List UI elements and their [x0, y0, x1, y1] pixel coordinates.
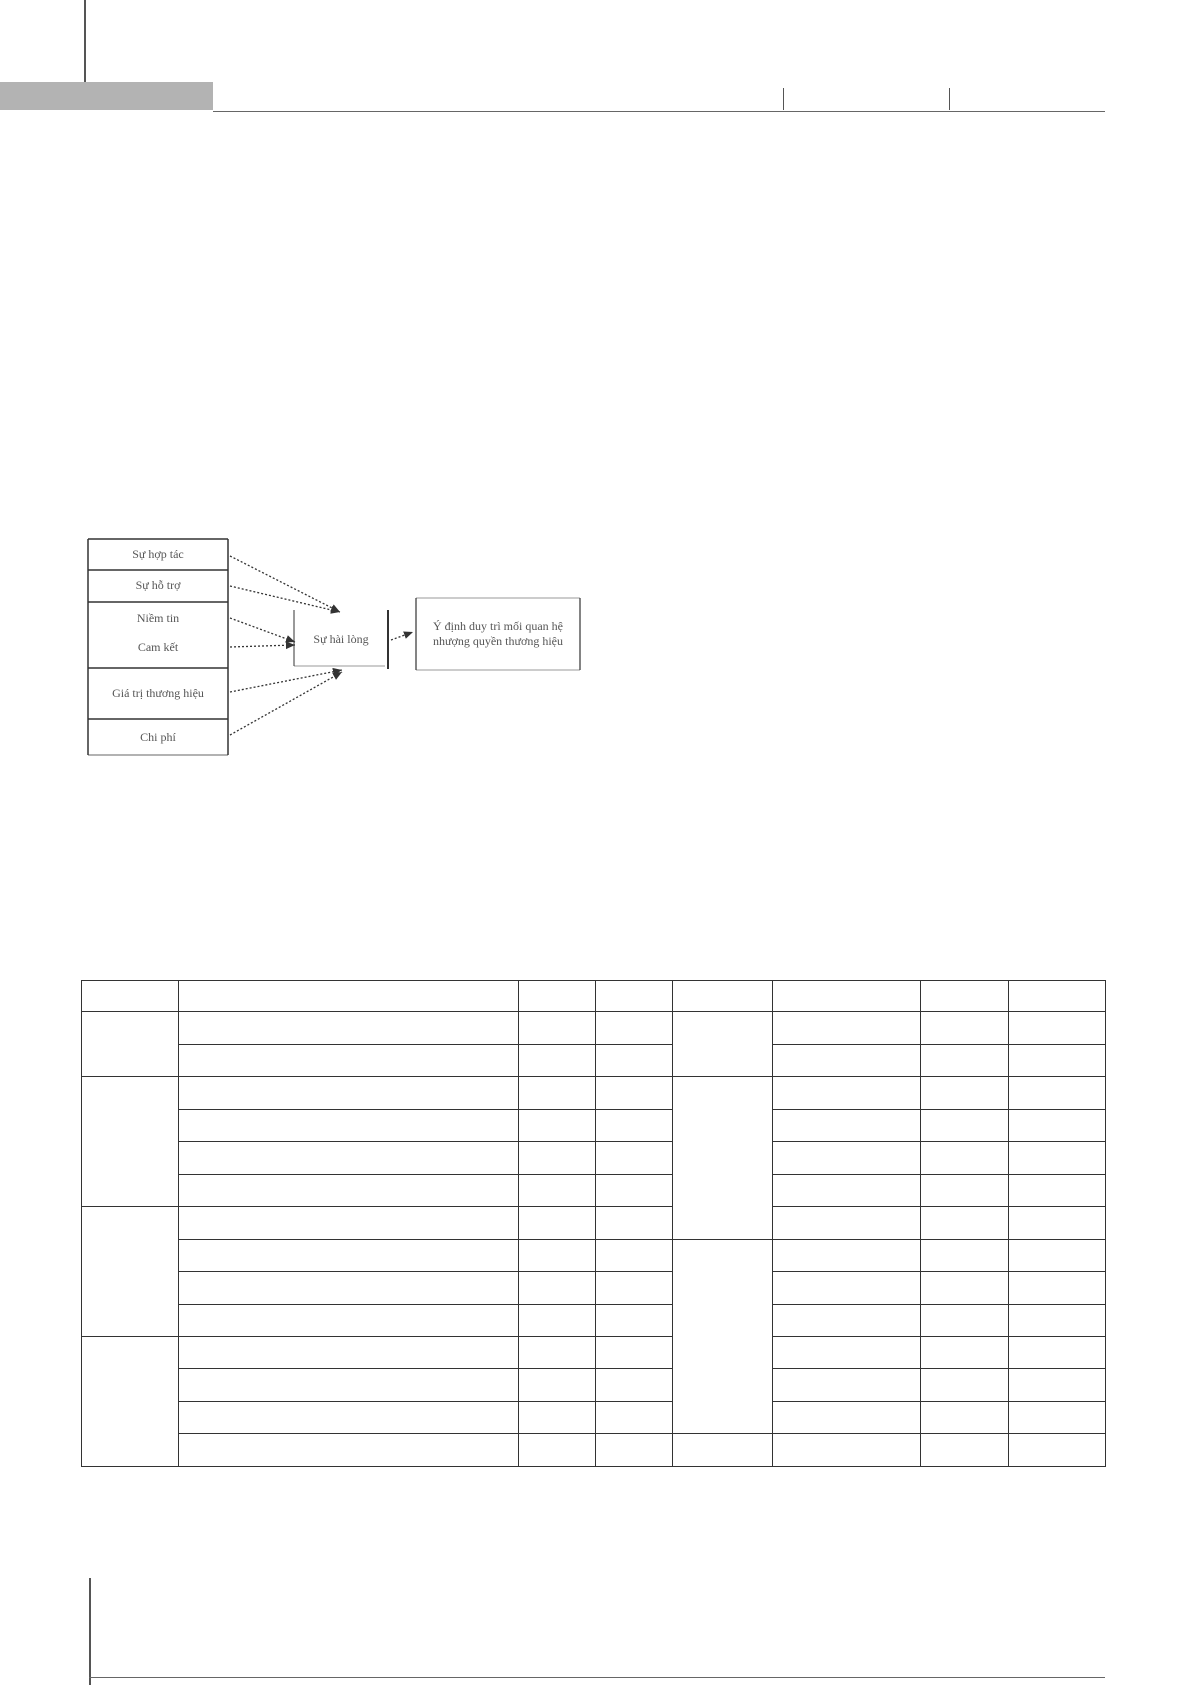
table-cell	[773, 1401, 921, 1433]
research-model-figure	[80, 530, 600, 760]
table-cell	[519, 1012, 596, 1044]
table-cell	[921, 1401, 1009, 1433]
table-cell	[179, 1077, 519, 1109]
table-cell	[519, 1401, 596, 1433]
table-cell	[596, 1336, 673, 1368]
table-cell	[596, 1434, 673, 1467]
factor-label-commitment: Cam kết	[137, 640, 179, 654]
table-cell	[596, 1077, 673, 1109]
table-cell	[921, 1044, 1009, 1076]
table-cell	[921, 1336, 1009, 1368]
table-cell	[773, 1304, 921, 1336]
table-cell	[773, 1207, 921, 1239]
table-cell	[179, 1239, 519, 1271]
table-cell	[519, 1239, 596, 1271]
table-cell	[773, 1077, 921, 1109]
header-cell	[921, 981, 1009, 1012]
table-cell	[773, 1239, 921, 1271]
header-cell	[673, 981, 773, 1012]
table-cell	[773, 1336, 921, 1368]
header-cell	[82, 981, 179, 1012]
table-cell	[519, 1207, 596, 1239]
mediator-label: Sự hài lòng	[313, 632, 369, 646]
table-cell	[179, 1012, 519, 1044]
table-cell	[596, 1207, 673, 1239]
table-cell	[1009, 1369, 1106, 1401]
table-row	[82, 1174, 1106, 1206]
table-cell	[921, 1207, 1009, 1239]
header-cell	[519, 981, 596, 1012]
table-row	[82, 1012, 1106, 1044]
table-cell	[1009, 1109, 1106, 1141]
table-cell	[519, 1044, 596, 1076]
table-cell	[921, 1239, 1009, 1271]
factor-label-cost: Chi phí	[140, 730, 176, 744]
table-cell	[519, 1336, 596, 1368]
table-cell	[179, 1369, 519, 1401]
table-cell	[179, 1304, 519, 1336]
footer-rule	[89, 1677, 1105, 1678]
table-cell	[921, 1012, 1009, 1044]
table-cell	[596, 1369, 673, 1401]
header-tick	[949, 88, 950, 110]
table-cell	[519, 1304, 596, 1336]
merged-cell	[673, 1077, 773, 1239]
table-cell	[179, 1142, 519, 1174]
table-cell	[519, 1077, 596, 1109]
table-row	[82, 1239, 1106, 1271]
table-cell	[179, 1434, 519, 1467]
group-cell	[82, 1077, 179, 1207]
table-cell	[1009, 1044, 1106, 1076]
results-table	[81, 980, 1106, 1467]
table-cell	[921, 1109, 1009, 1141]
table-cell	[921, 1142, 1009, 1174]
table-cell	[1009, 1142, 1106, 1174]
header-rule	[213, 111, 1105, 112]
table-cell	[519, 1369, 596, 1401]
table-cell	[179, 1174, 519, 1206]
table-cell	[773, 1434, 921, 1467]
table-cell	[519, 1109, 596, 1141]
table-cell	[179, 1044, 519, 1076]
table-cell	[921, 1434, 1009, 1467]
table-cell	[1009, 1336, 1106, 1368]
table-row	[82, 1369, 1106, 1401]
table-cell	[1009, 1304, 1106, 1336]
table-cell	[773, 1044, 921, 1076]
table-row	[82, 1142, 1106, 1174]
table-cell	[596, 1401, 673, 1433]
header-cell	[596, 981, 673, 1012]
outcome-label: Ý định duy trì mối quan hệ nhượng quyền thương hiệu	[432, 619, 564, 648]
table-cell	[519, 1174, 596, 1206]
table-row	[82, 1272, 1106, 1304]
group-cell	[82, 1207, 179, 1337]
factor-label-support: Sự hỗ trợ	[135, 578, 181, 592]
table-cell	[596, 1012, 673, 1044]
group-cell	[82, 1336, 179, 1466]
table-row	[82, 1044, 1106, 1076]
table-cell	[773, 1174, 921, 1206]
table-row	[82, 1077, 1106, 1109]
table-cell	[773, 1272, 921, 1304]
merged-cell	[673, 1239, 773, 1434]
table-cell	[1009, 1401, 1106, 1433]
header-cell	[179, 981, 519, 1012]
table-cell	[179, 1401, 519, 1433]
table-cell	[1009, 1012, 1106, 1044]
header-tick	[783, 88, 784, 110]
table-cell	[1009, 1272, 1106, 1304]
table-row	[82, 1434, 1106, 1467]
table-row	[82, 1336, 1106, 1368]
table-cell	[179, 1207, 519, 1239]
table-cell	[1009, 1207, 1106, 1239]
table-cell	[921, 1272, 1009, 1304]
footer-vertical-rule	[89, 1578, 91, 1685]
table-row	[82, 1304, 1106, 1336]
table-cell	[596, 1272, 673, 1304]
table-cell	[596, 1142, 673, 1174]
factor-label-brand-value: Giá trị thương hiệu	[112, 686, 204, 700]
table-cell	[596, 1174, 673, 1206]
table-cell	[179, 1272, 519, 1304]
header-cell	[773, 981, 921, 1012]
merged-cell	[673, 1012, 773, 1077]
table-cell	[596, 1109, 673, 1141]
table-cell	[773, 1012, 921, 1044]
table-cell	[1009, 1434, 1106, 1467]
group-cell	[82, 1012, 179, 1077]
factor-label-cooperation: Sự hợp tác	[132, 547, 184, 561]
table-cell	[179, 1336, 519, 1368]
table-cell	[519, 1142, 596, 1174]
factor-label-trust: Niềm tin	[136, 611, 180, 625]
table-cell	[921, 1304, 1009, 1336]
header-vertical-rule	[84, 0, 86, 84]
table-cell	[673, 1434, 773, 1467]
table-cell	[179, 1109, 519, 1141]
table-row	[82, 1207, 1106, 1239]
table-cell	[921, 1174, 1009, 1206]
header-gray-bar	[0, 82, 213, 110]
table-cell	[773, 1142, 921, 1174]
table-cell	[1009, 1077, 1106, 1109]
table-cell	[596, 1044, 673, 1076]
table-cell	[773, 1369, 921, 1401]
table-cell	[596, 1239, 673, 1271]
header-cell	[1009, 981, 1106, 1012]
table-cell	[596, 1304, 673, 1336]
table-cell	[519, 1272, 596, 1304]
table-cell	[1009, 1239, 1106, 1271]
table-cell	[519, 1434, 596, 1467]
table-header-row	[82, 981, 1106, 1012]
table-cell	[1009, 1174, 1106, 1206]
table-cell	[921, 1369, 1009, 1401]
table-cell	[921, 1077, 1009, 1109]
table-row	[82, 1109, 1106, 1141]
table-row	[82, 1401, 1106, 1433]
table-cell	[773, 1109, 921, 1141]
